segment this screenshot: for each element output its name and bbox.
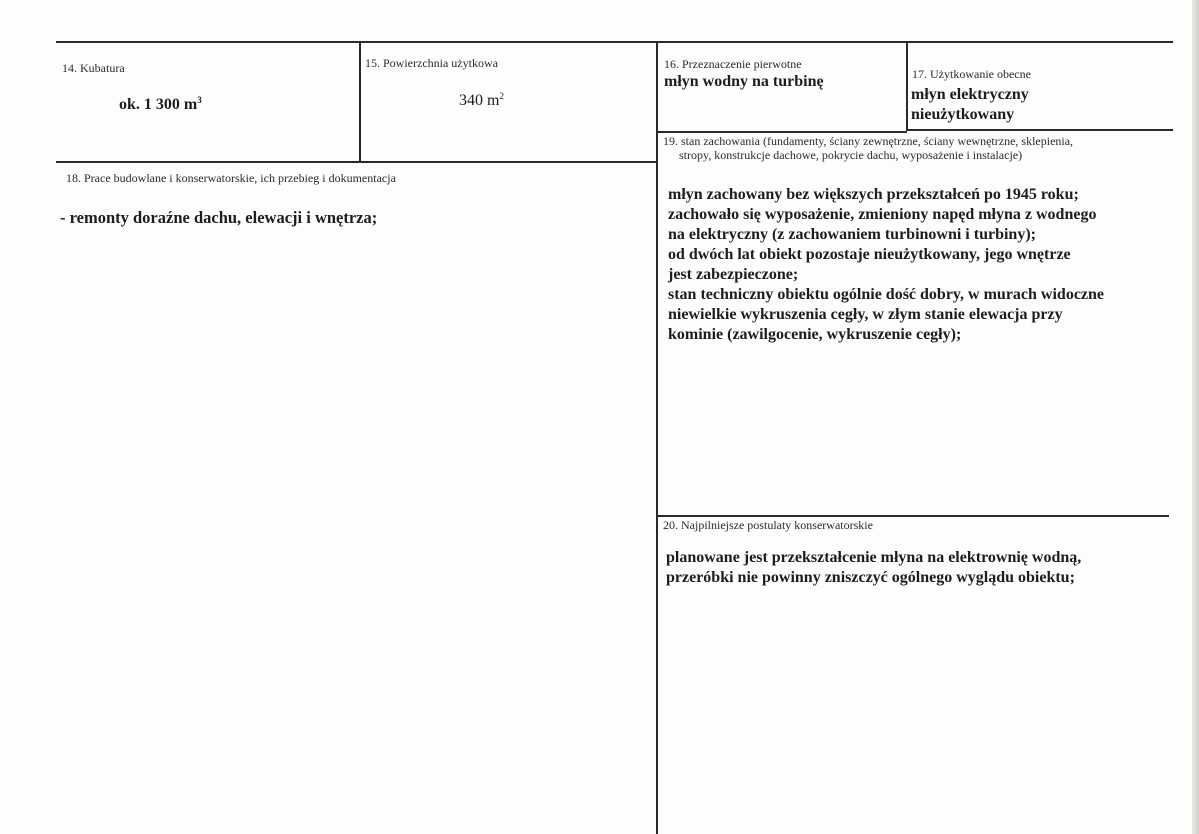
row-divider-16-19 <box>657 131 907 133</box>
field-14-unit-exponent: 3 <box>197 95 202 105</box>
divider-16-17 <box>906 42 908 130</box>
row-divider-19-20 <box>657 515 1169 517</box>
scan-page-edge <box>1192 0 1199 834</box>
top-border <box>56 41 1173 43</box>
field-19-text: młyn zachowany bez większych przekształceń po 1945 roku; zachowało się wyposażenie, zmieniony napęd młyna z wodnego na elektryczny (z zachowaniem turbinowni i turbiny); od dwóch lat obiekt pozostaje nieużytkowany, jego wnętrze jest zabezpieczone; stan techniczny obiektu ogólnie dość dobry, w murach widoczne niewielkie wykruszenia cegły, w złym stanie elewacja przy kominie (zawilgocenie, wykruszenie cegły); <box>668 186 1105 343</box>
divider-left-right-column <box>656 41 658 834</box>
field-16-label: 16. Przeznaczenie pierwotne <box>664 57 802 71</box>
field-16-value: młyn wodny na turbinę <box>664 73 824 90</box>
field-17-value: młyn elektryczny nieużytkowany <box>911 86 1029 123</box>
field-15-unit-exponent: 2 <box>499 91 504 101</box>
row-divider-14-18 <box>56 161 657 163</box>
field-15-value: 340 $m^2$ <box>459 91 504 109</box>
field-19-label: 19. stan zachowania (fundamenty, ściany zewnętrzne, ściany wewnętrzne, sklepienia, stropy, konstrukcje dachowe, pokrycie dachu, wyposażenie i instalacje) <box>663 134 1074 162</box>
field-15-label: 15. Powierzchnia użytkowa <box>365 56 498 70</box>
divider-14-15 <box>359 41 361 162</box>
field-14-value: ok. 1 300 $m^3$ <box>119 95 202 113</box>
field-18-label: 18. Prace budowlane i konserwatorskie, ich przebieg i dokumentacja <box>66 171 396 185</box>
row-divider-17-19 <box>906 129 1173 131</box>
field-20-text: planowane jest przekształcenie młyna na elektrownię wodną, przeróbki nie powinny zniszczyć ogólnego wyglądu obiektu; <box>666 549 1082 586</box>
field-17-label: 17. Użytkowanie obecne <box>912 67 1031 81</box>
field-20-label: 20. Najpilniejsze postulaty konserwatorskie <box>663 518 873 532</box>
field-14-label: 14. Kubatura <box>62 61 125 75</box>
field-18-text: - remonty doraźne dachu, elewacji i wnętrza; <box>60 208 378 227</box>
